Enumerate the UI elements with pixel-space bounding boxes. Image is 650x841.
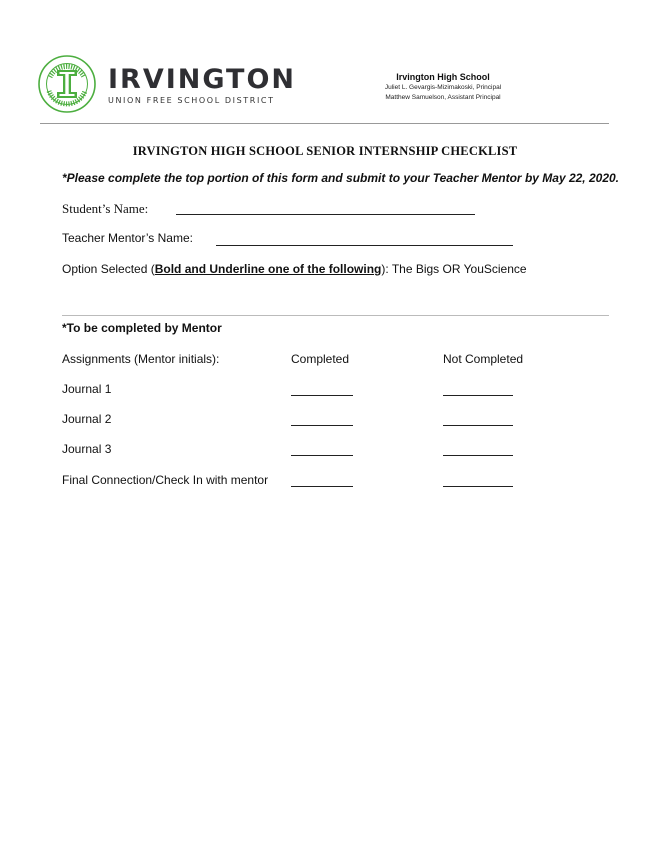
- form-instruction: *Please complete the top portion of this form and submit to your Teacher Mentor by May 22, 2020.: [62, 171, 619, 185]
- teacher-mentor-label: Teacher Mentor’s Name:: [62, 231, 193, 245]
- header-divider: [40, 123, 609, 124]
- assignment-row-label: Final Connection/Check In with mentor: [62, 473, 269, 487]
- option-emphasis: Bold and Underline one of the following: [154, 262, 382, 276]
- mentor-section-heading: *To be completed by Mentor: [62, 321, 222, 335]
- district-name: IRVINGTON: [108, 64, 297, 95]
- column-header-completed: Completed: [291, 352, 350, 366]
- completed-initials-field[interactable]: [291, 455, 353, 456]
- assignment-row-label: Journal 2: [62, 412, 112, 426]
- option-choices[interactable]: ): The Bigs OR YouScience: [381, 262, 527, 276]
- completed-initials-field[interactable]: [291, 486, 353, 487]
- assistant-principal-line: Matthew Samuelson, Assistant Principal: [385, 94, 501, 101]
- form-title: IRVINGTON HIGH SCHOOL SENIOR INTERNSHIP CHECKLIST: [132, 144, 518, 158]
- district-subtitle: UNION FREE SCHOOL DISTRICT: [108, 96, 275, 105]
- not-completed-initials-field[interactable]: [443, 395, 513, 396]
- not-completed-initials-field[interactable]: [443, 486, 513, 487]
- assignment-row-label: Journal 1: [62, 382, 112, 396]
- teacher-mentor-field[interactable]: [216, 245, 513, 246]
- school-name: Irvington High School: [396, 72, 490, 82]
- column-header-not-completed: Not Completed: [443, 352, 524, 366]
- option-selected-line: [62, 262, 527, 276]
- principal-line: Juliet L. Gevargis-Mizimakoski, Principal: [384, 84, 502, 91]
- completed-initials-field[interactable]: [291, 395, 353, 396]
- student-name-field[interactable]: [176, 214, 475, 215]
- district-wordmark: [108, 64, 297, 105]
- assignment-row-label: Journal 3: [62, 442, 112, 456]
- completed-initials-field[interactable]: [291, 425, 353, 426]
- section-divider: [62, 315, 609, 316]
- not-completed-initials-field[interactable]: [443, 425, 513, 426]
- not-completed-initials-field[interactable]: [443, 455, 513, 456]
- option-prefix: Option Selected (: [62, 262, 155, 276]
- column-header-assignments: Assignments (Mentor initials):: [62, 352, 220, 366]
- district-seal-logo: [38, 55, 96, 113]
- student-name-label: Student’s Name:: [62, 201, 149, 216]
- school-info: [343, 71, 543, 103]
